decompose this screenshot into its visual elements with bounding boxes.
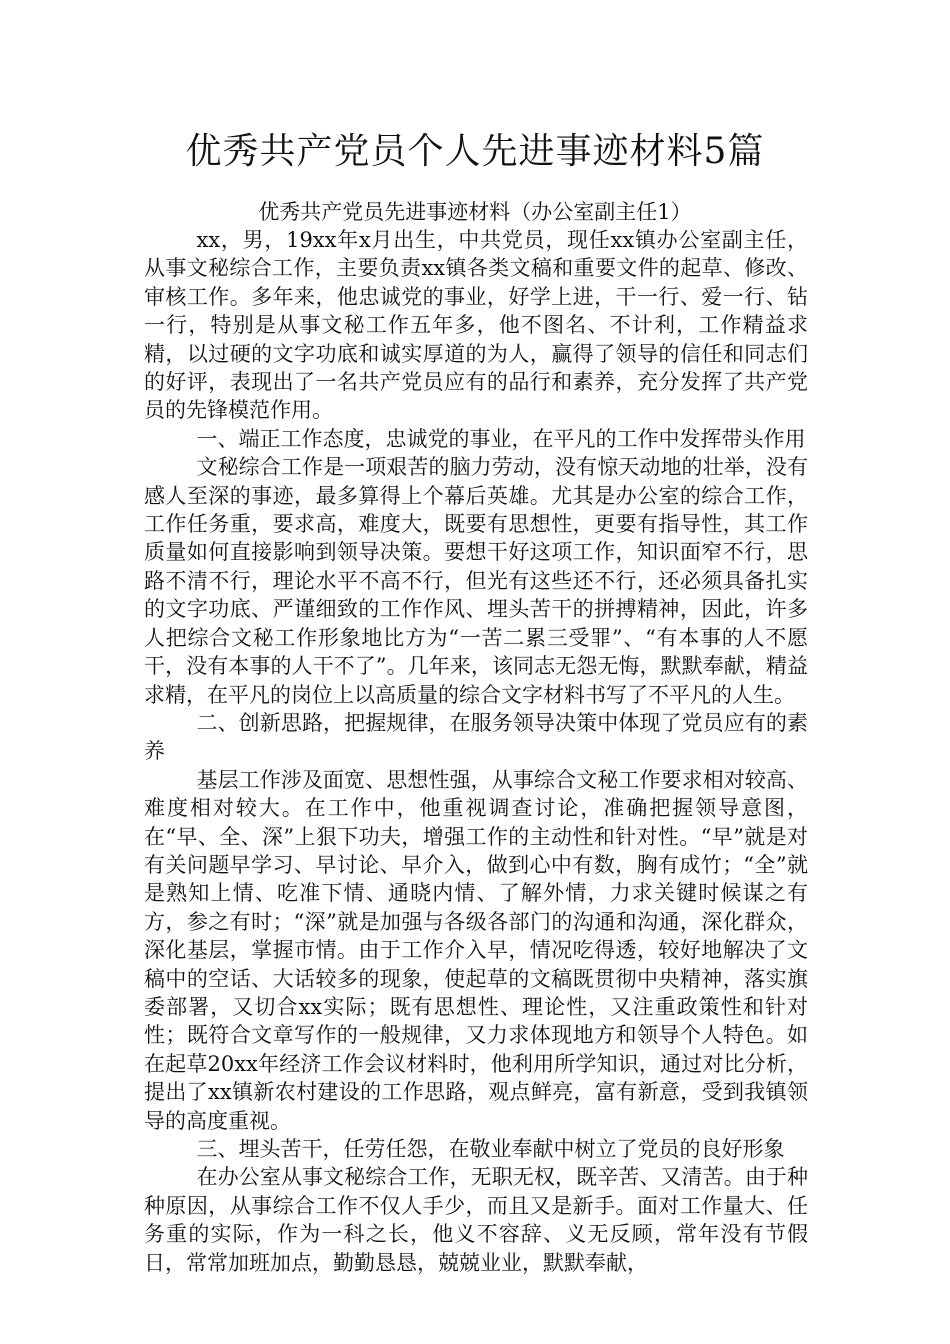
section-3-paragraph: 在办公室从事文秘综合工作，无职无权，既辛苦、又清苦。由于种种原因，从事综合工作不仅人手少，而且又是新手。面对工作量大、任务重的实际，作为一科之长，他义不容辞、义无反顾，常年没有节假日，常常加班加点，勤勤恳恳，兢兢业业，默默奉献， bbox=[144, 1165, 808, 1275]
section-2-paragraph: 基层工作涉及面宽、思想性强，从事综合文秘工作要求相对较高、难度相对较大。在工作中，他重视调查讨论，准确把握领导意图，在“早、全、深”上狠下功夫，增强工作的主动性和针对性。“早”就是对有关问题早学习、早讨论、早介入，做到心中有数，胸有成竹；“全”就是熟知上情、吃准下情、通晓内情、了解外情，力求关键时候谋之有方，参之有时；“深”就是加强与各级各部门的沟通和沟通，深化群众，深化基层，掌握市情。由于工作介入早，情况吃得透，较好地解决了文稿中的空话、大话较多的现象，使起草的文稿既贯彻中央精神，落实旗委部署，又切合xx实际；既有思想性、理论性，又注重政策性和针对性；既符合文章写作的一般规律，又力求体现地方和领导个人特色。如在起草20xx年经济工作会议材料时，他利用所学知识，通过对比分析，提出了xx镇新农村建设的工作思路，观点鲜亮，富有新意，受到我镇领导的高度重视。 bbox=[144, 767, 808, 1133]
document-body bbox=[144, 226, 808, 1277]
section-heading-3: 三、埋头苦干，任劳任怨，在敬业奉献中树立了党员的良好形象 bbox=[196, 1137, 785, 1161]
section-heading-2: 二、创新思路，把握规律，在服务领导决策中体现了党员应有的素养 bbox=[144, 710, 808, 764]
section-heading-1: 一、端正工作态度，忠诚党的事业，在平凡的工作中发挥带头作用 bbox=[196, 426, 806, 451]
section-1-paragraph: 文秘综合工作是一项艰苦的脑力劳动，没有惊天动地的壮举，没有感人至深的事迹，最多算得上个幕后英雄。尤其是办公室的综合工作，工作任务重，要求高，难度大，既要有思想性，更要有指导性，其工作质量如何直接影响到领导决策。要想干好这项工作，知识面窄不行，思路不清不行，理论水平不高不行，但光有这些还不行，还必须具备扎实的文字功底、严谨细致的工作作风、埋头苦干的拼搏精神，因此，许多人把综合文秘工作形象地比方为“一苦二累三受罪”、“有本事的人不愿干，没有本事的人干不了”。几年来，该同志无怨无悔，默默奉献，精益求精，在平凡的岗位上以高质量的综合文字材料书写了不平凡的人生。 bbox=[144, 455, 808, 707]
document-title: 优秀共产党员个人先进事迹材料5篇 bbox=[185, 131, 765, 172]
intro-paragraph: xx，男，19xx年x月出生，中共党员，现任xx镇办公室副主任，从事文秘综合工作，主要负责xx镇各类文稿和重要文件的起草、修改、审核工作。多年来，他忠诚党的事业，好学上进，干一行、爱一行、钻一行，特别是从事文秘工作五年多，他不图名、不计利，工作精益求精，以过硬的文字功底和诚实厚道的为人，赢得了领导的信任和同志们的好评，表现出了一名共产党员应有的品行和素养，充分发挥了共产党员的先锋模范作用。 bbox=[144, 228, 808, 423]
document-subtitle: 优秀共产党员先进事迹材料（办公室副主任1） bbox=[258, 200, 692, 224]
